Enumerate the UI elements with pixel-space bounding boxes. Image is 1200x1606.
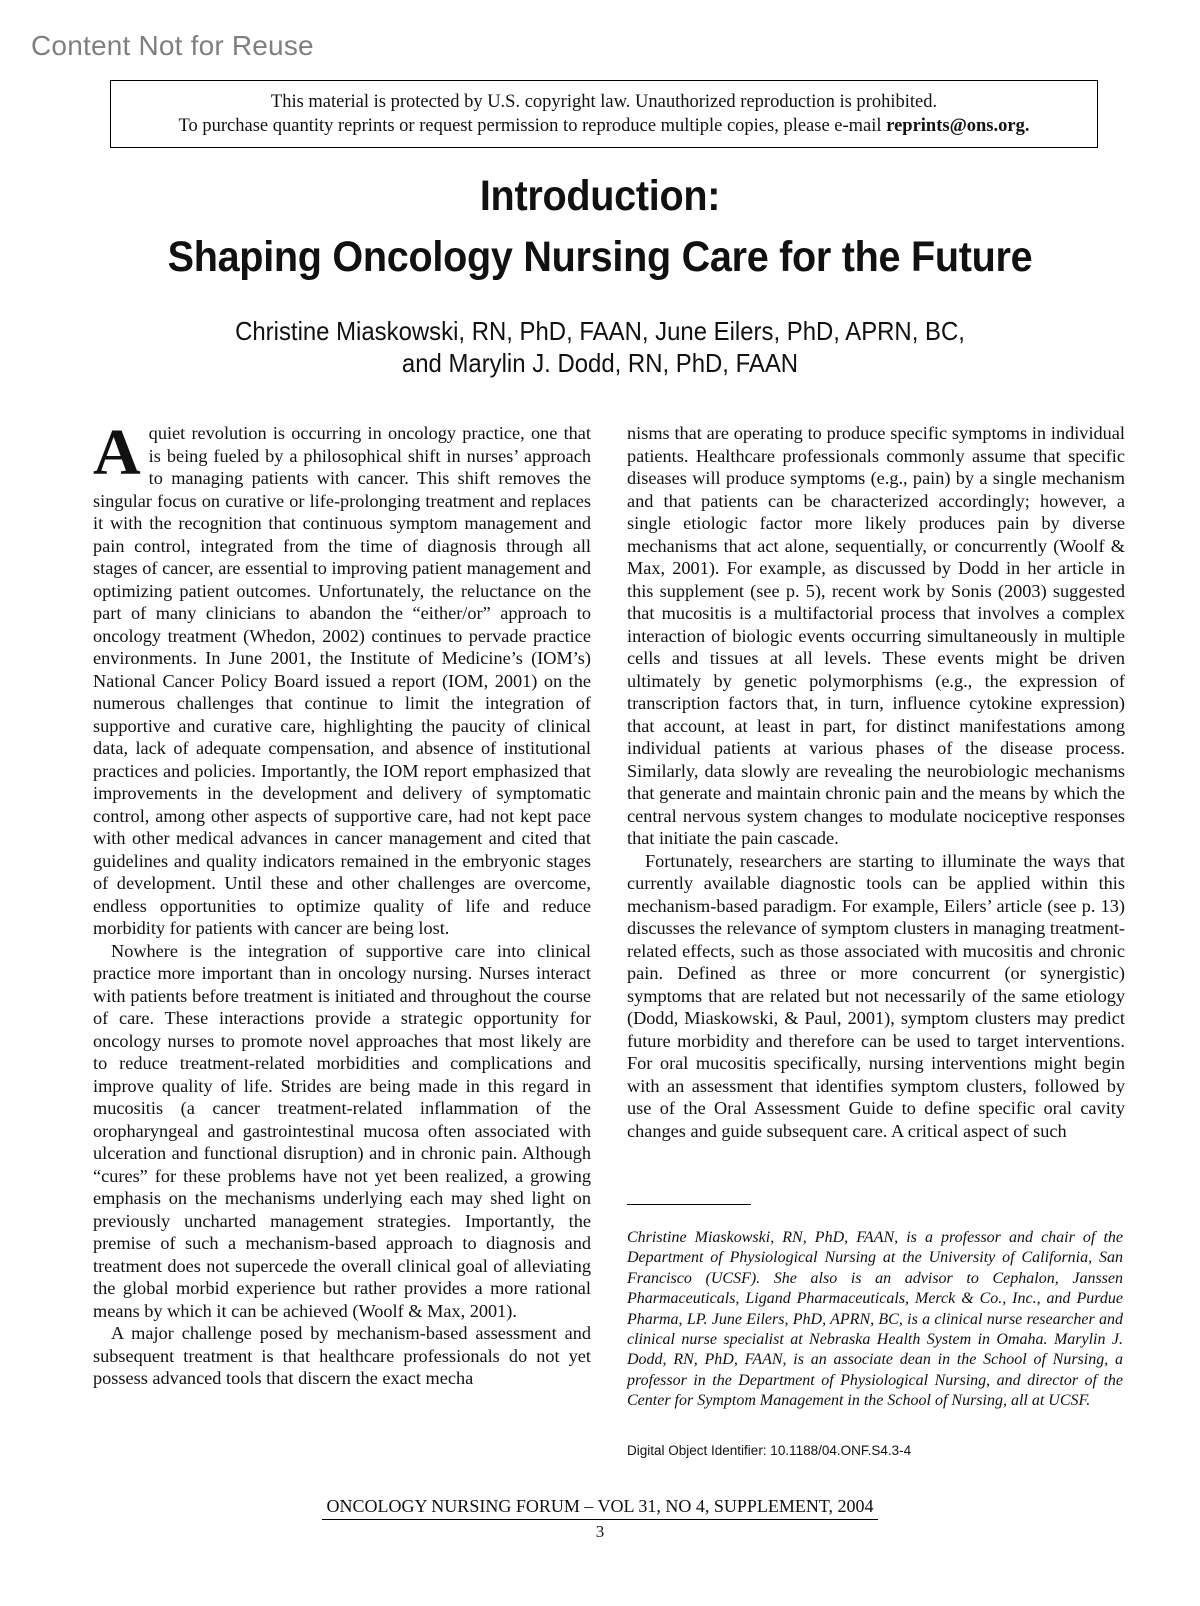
body-paragraph: Fortunately, researchers are starting to illuminate the ways that currently available diagnostic tools can be applied within this mechanism-based paradigm. For example, Eilers’ article (see p. 13) discusses the relevance of symptom clusters in managing treatment-related effects, such as those associated with mucositis and chronic pain. Defined as three or more concurrent (or synergistic) symptoms that are related but not necessarily of the same etiology (Dodd, Miaskowski, & Paul, 2001), symptom clusters may predict future morbidity and therefore can be used to target interventions. For oral mucositis specifically, nursing interventions might begin with an assessment that identifies symptom clusters, followed by use of the Oral Assessment Guide to define specific oral cavity changes and guide subsequent care. A critical aspect of such	[627, 850, 1125, 1141]
watermark-text: Content Not for Reuse	[31, 30, 314, 61]
body-paragraph: Nowhere is the integration of supportive care into clinical practice more important than in oncology nursing. Nurses interact with patients before treatment is initiated and throughout the course of care. These interactions provide a strategic opportunity for oncology nurses to promote novel approaches that most likely are to reduce treatment-related morbidities and complications and improve quality of life. Strides are being made in this regard in mucositis (a cancer treatment-related inflammation of the oropharyngeal and gastrointestinal mucosa often associated with ulceration and functional disruption) and in chronic pain. Although “cures” for these problems have not yet been realized, a growing emphasis on the mechanisms underlying each may shed light on previously uncharted management strategies. Importantly, the premise of such a mechanism-based approach to diagnosis and treatment does not supercede the overall clinical goal of alleviating the global morbid experience but rather provides a more rational means by which it can be achieved (Woolf & Max, 2001).	[93, 940, 591, 1321]
body-column-right	[627, 422, 1125, 1142]
page-number: 3	[595, 1522, 605, 1541]
article-title-line2: Shaping Oncology Nursing Care for the Future	[167, 233, 1033, 281]
author-list-line1: Christine Miaskowski, RN, PhD, FAAN, June Eilers, PhD, APRN, BC,	[235, 316, 965, 346]
journal-citation: ONCOLOGY NURSING FORUM – VOL 31, NO 4, SUPPLEMENT, 2004	[322, 1496, 877, 1520]
author-list	[48, 315, 1152, 379]
paragraph-text: quiet revolution is occurring in oncology practice, one that is being fueled by a philosophical shift in nurses’ approach to managing patients with cancer. This shift removes the singular focus on curative or life-prolonging treatment and replaces it with the recognition that continuous symptom management and pain control, integrated from the time of diagnosis through all stages of cancer, are essential to improving patient management and optimizing patient outcomes. Unfortunately, the reluctance on the part of many clinicians to abandon the “either/or” approach to oncology treatment (Whedon, 2002) continues to pervade practice environments. In June 2001, the Institute of Medicine’s (IOM’s) National Cancer Policy Board issued a report (IOM, 2001) on the numerous challenges that continue to limit the integration of supportive and curative care, highlighting the paucity of clinical data, lack of adequate compensation, and absence of institutional practices and policies. Importantly, the IOM report emphasized that improvements in the development and delivery of symptomatic control, among other aspects of supportive care, had not kept pace with other medical advances in cancer management and cited that guidelines and quality indicators remained in the embryonic stages of development. Until these and other challenges are overcome, endless opportunities to optimize quality of life and reduce morbidity for patients with cancer are being lost.	[93, 423, 591, 938]
body-paragraph: nisms that are operating to produce specific symptoms in individual patients. Healthcare professionals commonly assume that specific diseases will produce symptoms (e.g., pain) by a single mechanism and that patients can be characterized accordingly; however, a single etiologic factor more likely produces pain by diverse mechanisms that act alone, sequentially, or concurrently (Woolf & Max, 2001). For example, as discussed by Dodd in her article in this supplement (see p. 5), recent work by Sonis (2003) suggested that mucositis is a multifactorial process that involves a complex interaction of biologic events occurring simultaneously in multiple cells and tissues at all levels. These events might be driven ultimately by genetic polymorphisms (e.g., the expression of transcription factors that, in turn, influence cytokine expression) that account, at least in part, for distinct manifestations among individual patients at various phases of the disease process. Similarly, data slowly are revealing the neurobiologic mechanisms that generate and maintain chronic pain and the means by which the central nervous system changes to modulate nociceptive responses that initiate the pain cascade.	[627, 423, 1125, 848]
author-bio-footnote: Christine Miaskowski, RN, PhD, FAAN, is a professor and chair of the Department of Physiological Nursing at the University of California, San Francisco (UCSF). She also is an advisor to Cephalon, Janssen Pharmaceuticals, Ligand Pharmaceuticals, Merck & Co., Inc., and Purdue Pharma, LP. June Eilers, PhD, APRN, BC, is a clinical nurse researcher and clinical nurse specialist at Nebraska Health System in Omaha. Marylin J. Dodd, RN, PhD, FAAN, is an associate dean in the School of Nursing, a professor in the Department of Physiological Nursing, and director of the Center for Symptom Management in the School of Nursing, all at UCSF.	[627, 1229, 1123, 1410]
copyright-notice-text: To purchase quantity reprints or request permission to reproduce multiple copies, please e-mail	[178, 116, 887, 136]
copyright-notice-box	[110, 80, 1098, 148]
drop-cap: A	[93, 416, 141, 489]
author-list-line2: and Marylin J. Dodd, RN, PhD, FAAN	[401, 348, 799, 378]
copyright-notice-line2	[111, 114, 1097, 138]
reprints-email: reprints@ons.org.	[886, 116, 1030, 136]
journal-footer	[0, 1496, 1200, 1520]
body-column-left	[93, 416, 591, 1390]
body-paragraph: A major challenge posed by mechanism-based assessment and subsequent treatment is that healthcare professionals do not yet possess advanced tools that discern the exact mecha	[93, 1323, 591, 1388]
article-title-line1: Introduction:	[479, 172, 721, 220]
body-paragraph	[93, 416, 591, 940]
copyright-notice-line1: This material is protected by U.S. copyright law. Unauthorized reproduction is prohibited.	[270, 92, 938, 112]
doi-label: Digital Object Identifier: 10.1188/04.ONF.S4.3-4	[627, 1443, 912, 1458]
footnote-rule	[627, 1204, 751, 1205]
